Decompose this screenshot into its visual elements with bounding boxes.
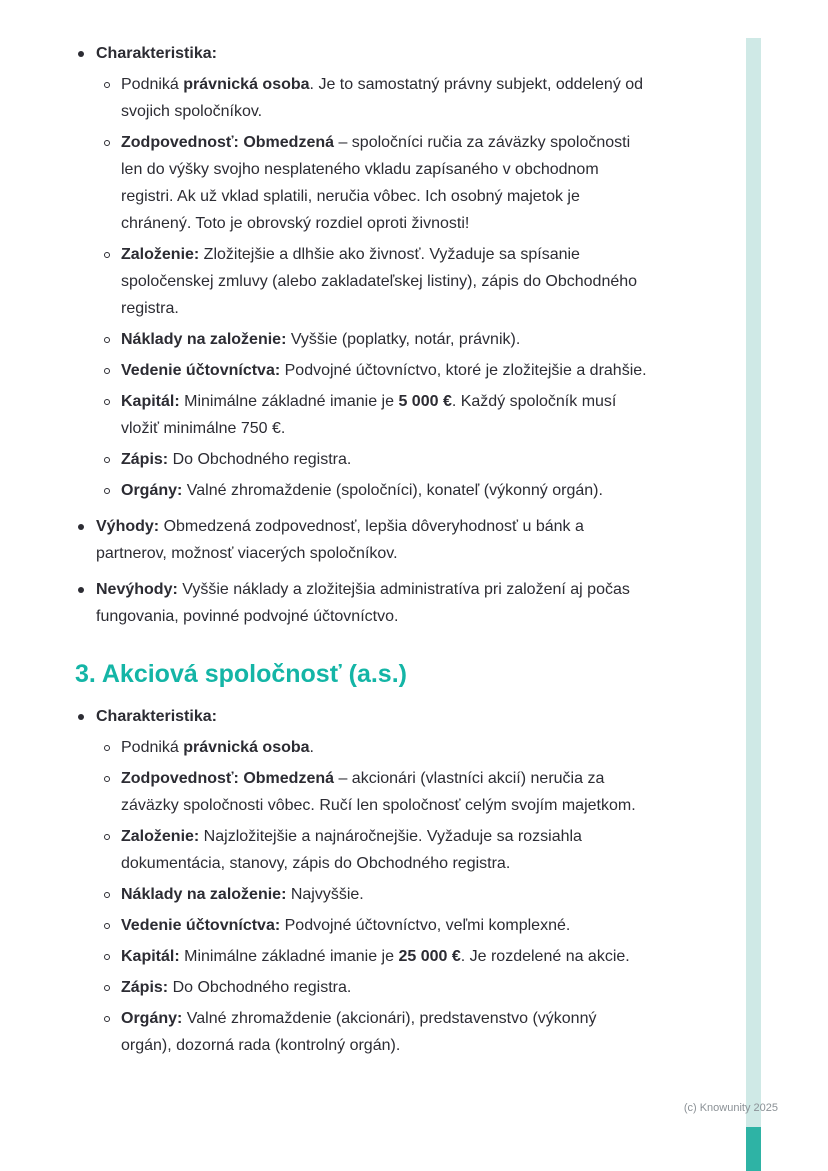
list-item-level-1	[75, 40, 651, 67]
list-item-text	[121, 246, 637, 317]
bullet-circle-icon	[104, 923, 110, 929]
list-item-text	[121, 1010, 596, 1054]
text-segment: Podvojné účtovníctvo, ktoré je zložitejšie a drahšie.	[280, 362, 647, 379]
bullet-circle-icon	[104, 954, 110, 960]
text-segment: Podniká	[121, 739, 184, 756]
text-segment-bold: Založenie:	[121, 246, 200, 263]
list-item-level-2	[102, 943, 651, 970]
text-segment: Obmedzená zodpovednosť, lepšia dôveryhodnosť u bánk a partnerov, možnosť viacerých spoločníkov.	[96, 518, 584, 562]
text-segment-bold: Vedenie účtovníctva:	[121, 917, 281, 934]
list-item-text	[121, 362, 647, 379]
list-item-text	[121, 770, 636, 814]
list-item-text	[121, 948, 630, 965]
list-item-text	[96, 45, 217, 62]
list-item-level-1	[75, 513, 651, 567]
text-segment: Najvyššie.	[286, 886, 364, 903]
list-item-level-2	[102, 1005, 651, 1059]
bullet-circle-icon	[104, 82, 110, 88]
text-segment: . Každý spoločník musí vložiť minimálne 750 €.	[121, 393, 617, 437]
list-item-level-2	[102, 974, 651, 1001]
text-segment-bold: Výhody:	[96, 518, 160, 535]
text-segment: Podniká	[121, 76, 184, 93]
bullet-circle-icon	[104, 985, 110, 991]
list-item-text	[121, 828, 582, 872]
text-segment-bold: Nevýhody:	[96, 581, 178, 598]
text-segment-bold: Vedenie účtovníctva:	[121, 362, 281, 379]
list-item-level-2	[102, 446, 651, 473]
bullet-circle-icon	[104, 368, 110, 374]
bullet-circle-icon	[104, 488, 110, 494]
text-segment: . Je to samostatný právny subjekt, oddelený od svojich spoločníkov.	[121, 76, 644, 120]
text-segment: – akcionári (vlastníci akcií) neručia za záväzky spoločnosti vôbec. Ručí len spoločnosť celým svojím majetkom.	[121, 770, 636, 814]
section-heading	[75, 658, 651, 691]
scrollbar-track[interactable]	[746, 38, 761, 1171]
list-item-level-2	[102, 912, 651, 939]
text-segment-bold: Kapitál:	[121, 393, 180, 410]
bullet-circle-icon	[104, 834, 110, 840]
list-item-text	[96, 581, 630, 625]
text-segment-bold: Orgány:	[121, 482, 183, 499]
list-item-level-2	[102, 734, 651, 761]
text-segment: Vyššie náklady a zložitejšia administratíva pri založení aj počas fungovania, povinné podvojné účtovníctvo.	[96, 581, 630, 625]
text-segment: Najzložitejšie a najnáročnejšie. Vyžaduje sa rozsiahla dokumentácia, stanovy, zápis do Obchodného registra.	[121, 828, 582, 872]
bullet-circle-icon	[104, 745, 110, 751]
list-item-text	[96, 518, 584, 562]
bullet-circle-icon	[104, 252, 110, 258]
list-item-level-2	[102, 881, 651, 908]
bullet-disc-icon	[78, 51, 84, 57]
list-item-text	[121, 482, 603, 499]
text-segment: Do Obchodného registra.	[168, 451, 352, 468]
text-segment-bold: 25 000 €	[398, 948, 461, 965]
document-body	[75, 40, 651, 1063]
text-segment-bold: Zápis:	[121, 979, 169, 996]
list-item-text	[121, 393, 616, 437]
bullet-circle-icon	[104, 399, 110, 405]
text-segment: Minimálne základné imanie je	[179, 948, 399, 965]
list-item-level-2	[102, 823, 651, 877]
list-item-text	[121, 134, 630, 232]
text-segment-bold: Zápis:	[121, 451, 169, 468]
bullet-disc-icon	[78, 714, 84, 720]
bullet-circle-icon	[104, 892, 110, 898]
list-item-level-2	[102, 326, 651, 353]
text-segment-bold: Zodpovednosť: Obmedzená	[121, 134, 335, 151]
text-segment: . Je rozdelené na akcie.	[460, 948, 630, 965]
text-segment: Vyššie (poplatky, notár, právnik).	[286, 331, 521, 348]
text-segment: – spoločníci ručia za záväzky spoločnosti len do výšky svojho nesplateného vkladu zapísaného v obchodnom registri. Ak už vklad splatili, neručia vôbec. Ich osobný majetok je chránený. Toto je obrovský rozdiel oproti živnosti!	[121, 134, 631, 232]
list-item-text	[121, 979, 351, 996]
bullet-circle-icon	[104, 337, 110, 343]
text-segment: Valné zhromaždenie (akcionári), predstavenstvo (výkonný orgán), dozorná rada (kontrolný orgán).	[121, 1010, 597, 1054]
list-item-level-2	[102, 241, 651, 322]
list-item-text	[121, 331, 520, 348]
list-item-text	[121, 451, 351, 468]
text-segment: Podvojné účtovníctvo, veľmi komplexné.	[280, 917, 571, 934]
text-segment-bold: Orgány:	[121, 1010, 183, 1027]
text-segment-bold: právnická osoba	[183, 739, 310, 756]
text-segment: 3. Akciová spoločnosť (a.s.)	[75, 660, 407, 688]
list-item-text	[121, 917, 570, 934]
text-segment: .	[309, 739, 314, 756]
list-item-level-1	[75, 703, 651, 730]
list-item-text	[121, 76, 643, 120]
bullet-disc-icon	[78, 587, 84, 593]
text-segment: Valné zhromaždenie (spoločníci), konateľ (výkonný orgán).	[182, 482, 603, 499]
list-item-level-2	[102, 71, 651, 125]
bullet-circle-icon	[104, 776, 110, 782]
text-segment-bold: Založenie:	[121, 828, 200, 845]
text-segment-bold: Náklady na založenie:	[121, 886, 287, 903]
list-item-level-2	[102, 357, 651, 384]
scrollbar-thumb[interactable]	[746, 1127, 761, 1171]
list-item-text	[121, 739, 314, 756]
text-segment-bold: Kapitál:	[121, 948, 180, 965]
text-segment-bold: Zodpovednosť: Obmedzená	[121, 770, 335, 787]
list-item-text	[96, 708, 217, 725]
bullet-circle-icon	[104, 140, 110, 146]
list-item-level-2	[102, 129, 651, 237]
text-segment-bold: 5 000 €	[398, 393, 452, 410]
text-segment-bold: Náklady na založenie:	[121, 331, 287, 348]
text-segment-bold: Charakteristika:	[96, 45, 217, 62]
text-segment: Do Obchodného registra.	[168, 979, 352, 996]
text-segment: Minimálne základné imanie je	[179, 393, 399, 410]
footer-copyright: (c) Knowunity 2025	[683, 1102, 778, 1114]
list-item-level-2	[102, 765, 651, 819]
list-item-text	[121, 886, 364, 903]
list-item-level-2	[102, 388, 651, 442]
list-item-level-1	[75, 576, 651, 630]
text-segment-bold: Charakteristika:	[96, 708, 217, 725]
text-segment-bold: právnická osoba	[183, 76, 310, 93]
bullet-circle-icon	[104, 457, 110, 463]
bullet-circle-icon	[104, 1016, 110, 1022]
text-segment: Zložitejšie a dlhšie ako živnosť. Vyžaduje sa spísanie spoločenskej zmluvy (alebo zakladateľskej listiny), zápis do Obchodného registra.	[121, 246, 638, 317]
list-item-level-2	[102, 477, 651, 504]
bullet-disc-icon	[78, 524, 84, 530]
